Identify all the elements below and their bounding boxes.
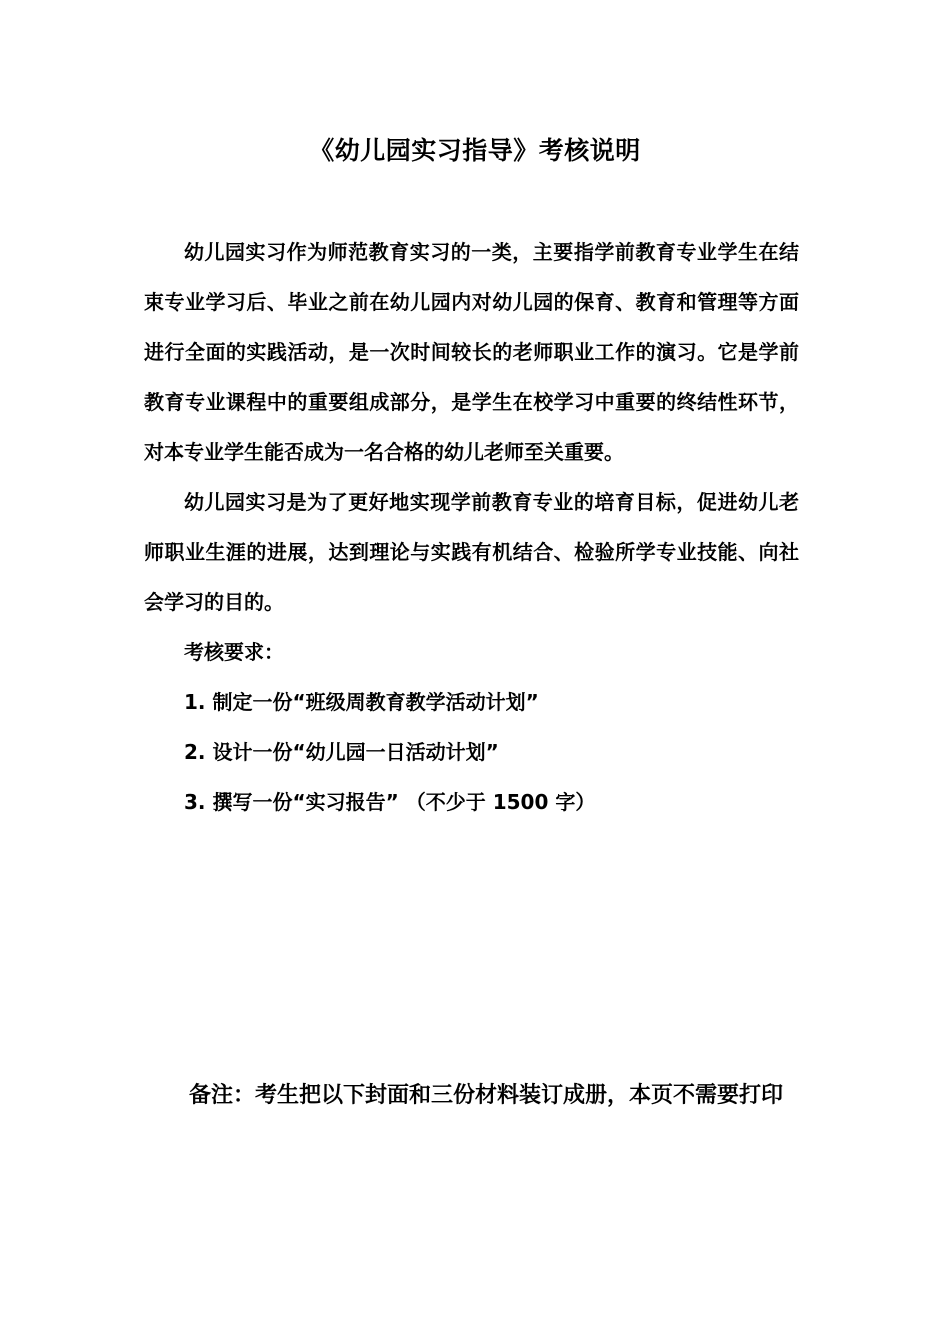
- requirement-item: 1. 制定一份“班级周教育教学活动计划”: [184, 690, 539, 714]
- paragraph-purpose: 幼儿园实习是为了更好地实现学前教育专业的培育目标，促进幼儿老师职业生涯的进展，达到理论与实践有机结合、检验所学专业技能、向社会学习的目的。: [144, 490, 799, 614]
- document-title: 《幼儿园实习指导》考核说明: [309, 136, 641, 165]
- requirement-item: 3. 撰写一份“实习报告” （不少于 1500 字）: [184, 790, 596, 814]
- footer-note: 备注：考生把以下封面和三份材料装订成册，本页不需要打印: [188, 1083, 783, 1108]
- document-body: [144, 227, 799, 827]
- requirement-item: 2. 设计一份“幼儿园一日活动计划”: [184, 740, 499, 764]
- paragraph-intro: 幼儿园实习作为师范教育实习的一类，主要指学前教育专业学生在结束专业学习后、毕业之前在幼儿园内对幼儿园的保育、教育和管理等方面进行全面的实践活动，是一次时间较长的老师职业工作的演习。它是学前教育专业课程中的重要组成部分，是学生在校学习中重要的终结性环节，对本专业学生能否成为一名合格的幼儿老师至关重要。: [144, 240, 799, 464]
- requirements-heading: 考核要求：: [184, 640, 284, 664]
